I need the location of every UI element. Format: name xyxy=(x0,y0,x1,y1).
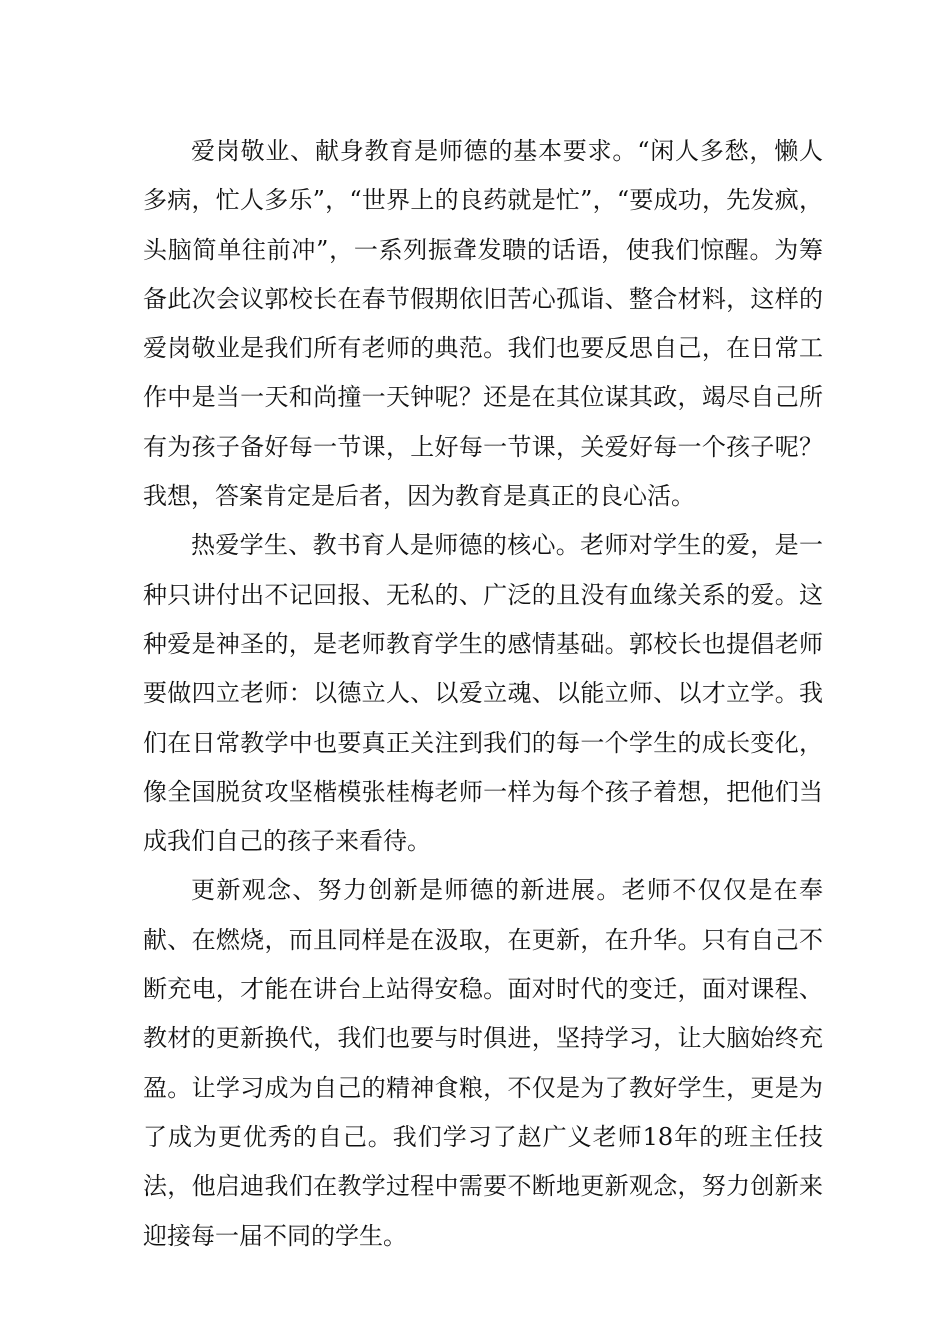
paragraph-1: 爱岗敬业、献身教育是师德的基本要求。“闲人多愁，懒人多病，忙人多乐”，“世界上的良药就是忙”，“要成功，先发疯，头脑简单往前冲”，一系列振聋发聩的话语，使我们惊醒。为筹备此次会议郭校长在春节假期依旧苦心孤诣、整合材料，这样的爱岗敬业是我们所有老师的典范。我们也要反思自己，在日常工作中是当一天和尚撞一天钟呢？还是在其位谋其政，竭尽自己所有为孩子备好每一节课，上好每一节课，关爱好每一个孩子呢？我想，答案肯定是后者，因为教育是真正的良心活。 xyxy=(143,137,823,511)
body-text xyxy=(143,127,823,1261)
paragraph-3: 更新观念、努力创新是师德的新进展。老师不仅仅是在奉献、在燃烧，而且同样是在汲取，在更新，在升华。只有自己不断充电，才能在讲台上站得安稳。面对时代的变迁，面对课程、教材的更新换代，我们也要与时俱进，坚持学习，让大脑始终充盈。让学习成为自己的精神食粮，不仅是为了教好学生，更是为了成为更优秀的自己。我们学习了赵广义老师18年的班主任技法，他启迪我们在教学过程中需要不断地更新观念，努力创新来迎接每一届不同的学生。 xyxy=(143,876,823,1250)
paragraph-2: 热爱学生、教书育人是师德的核心。老师对学生的爱，是一种只讲付出不记回报、无私的、广泛的且没有血缘关系的爱。这种爱是神圣的，是老师教育学生的感情基础。郭校长也提倡老师要做四立老师：以德立人、以爱立魂、以能立师、以才立学。我们在日常教学中也要真正关注到我们的每一个学生的成长变化，像全国脱贫攻坚楷模张桂梅老师一样为每个孩子着想，把他们当成我们自己的孩子来看待。 xyxy=(143,531,823,856)
